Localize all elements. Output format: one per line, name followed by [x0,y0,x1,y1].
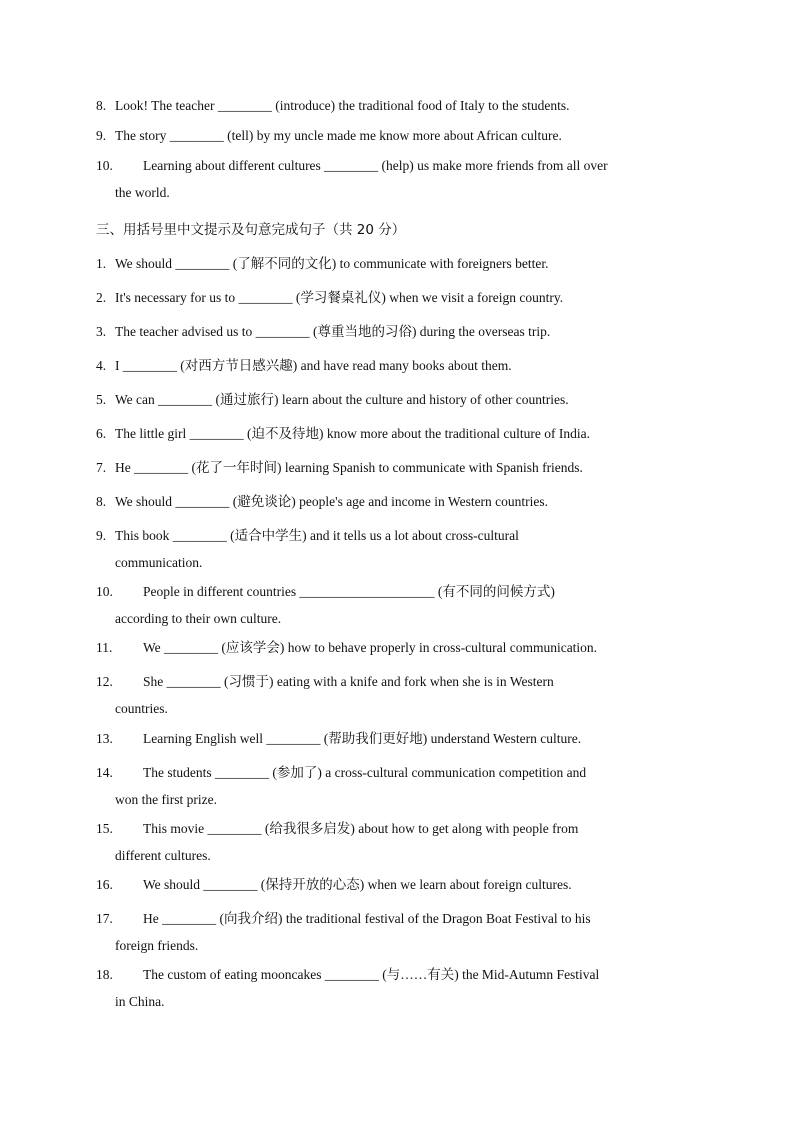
item-text-continued: won the first prize. [115,792,217,807]
item-number: 18. [96,967,113,982]
item-number: 8. [96,98,107,113]
item-number: 2. [96,290,107,305]
item-number: 10. [96,584,113,599]
exercise-item [96,152,696,206]
exercise-item [96,759,696,813]
item-number: 14. [96,765,113,780]
item-text: We should ________ (避免谈论) people's age and income in Western countries. [115,494,549,509]
exercise-item [96,318,696,345]
item-text: We should ________ (保持开放的心态) when we learn about foreign cultures. [143,877,572,892]
exercise-item [96,386,696,413]
exercise-item [96,871,696,898]
exercise-item [96,961,696,1015]
exercise-item [96,122,696,149]
item-text: The little girl ________ (迫不及待地) know more about the traditional culture of India. [115,426,591,441]
item-text: Look! The teacher ________ (introduce) the traditional food of Italy to the students. [115,98,570,113]
item-text-continued: foreign friends. [115,938,199,953]
item-number: 17. [96,911,113,926]
item-text: Learning English well ________ (帮助我们更好地) understand Western culture. [143,731,582,746]
exercise-item [96,522,696,576]
item-text: This movie ________ (给我很多启发) about how to get along with people from [143,821,579,836]
item-text: I ________ (对西方节日感兴趣) and have read many books about them. [115,358,512,373]
item-text-continued: the world. [115,185,170,200]
exercise-item [96,352,696,379]
exercise-item [96,815,696,869]
exercise-item [96,420,696,447]
exercise-item [96,634,696,661]
section-heading: 三、用括号里中文提示及句意完成句子（共 20 分） [96,222,406,238]
item-text: We can ________ (通过旅行) learn about the culture and history of other countries. [115,392,569,407]
item-number: 16. [96,877,113,892]
item-text-continued: different cultures. [115,848,211,863]
item-number: 11. [96,640,113,655]
item-text: The students ________ (参加了) a cross-cultural communication competition and [143,765,587,780]
item-number: 7. [96,460,107,475]
item-text-continued: communication. [115,555,203,570]
exercise-item [96,578,696,632]
item-text: Learning about different cultures ________ (help) us make more friends from all over [143,158,608,173]
item-number: 15. [96,821,113,836]
item-text: This book ________ (适合中学生) and it tells us a lot about cross-cultural [115,528,519,543]
item-number: 9. [96,528,107,543]
item-number: 3. [96,324,107,339]
exercise-item [96,92,696,119]
item-text: We ________ (应该学会) how to behave properly in cross-cultural communication. [143,640,598,655]
item-text: He ________ (花了一年时间) learning Spanish to communicate with Spanish friends. [115,460,583,475]
exercise-item [96,725,696,752]
item-text: He ________ (向我介绍) the traditional festival of the Dragon Boat Festival to his [143,911,591,926]
item-text: We should ________ (了解不同的文化) to communicate with foreigners better. [115,256,549,271]
item-text: The story ________ (tell) by my uncle made me know more about African culture. [115,128,562,143]
item-text-continued: countries. [115,701,168,716]
item-number: 8. [96,494,107,509]
item-text-continued: according to their own culture. [115,611,282,626]
item-text: People in different countries ____________________ (有不同的问候方式) [143,584,555,599]
exercise-item [96,488,696,515]
item-text: The custom of eating mooncakes ________ (与……有关) the Mid-Autumn Festival [143,967,600,982]
item-number: 1. [96,256,107,271]
exercise-item [96,250,696,277]
item-number: 9. [96,128,107,143]
exercise-item [96,284,696,311]
item-number: 13. [96,731,113,746]
item-text: It's necessary for us to ________ (学习餐桌礼仪) when we visit a foreign country. [115,290,564,305]
item-number: 10. [96,158,113,173]
item-number: 6. [96,426,107,441]
item-text-continued: in China. [115,994,165,1009]
item-text: The teacher advised us to ________ (尊重当地的习俗) during the overseas trip. [115,324,551,339]
item-number: 4. [96,358,107,373]
exercise-item [96,668,696,722]
item-number: 5. [96,392,107,407]
exercise-item [96,905,696,959]
exercise-item [96,454,696,481]
item-number: 12. [96,674,113,689]
item-text: She ________ (习惯于) eating with a knife and fork when she is in Western [143,674,554,689]
